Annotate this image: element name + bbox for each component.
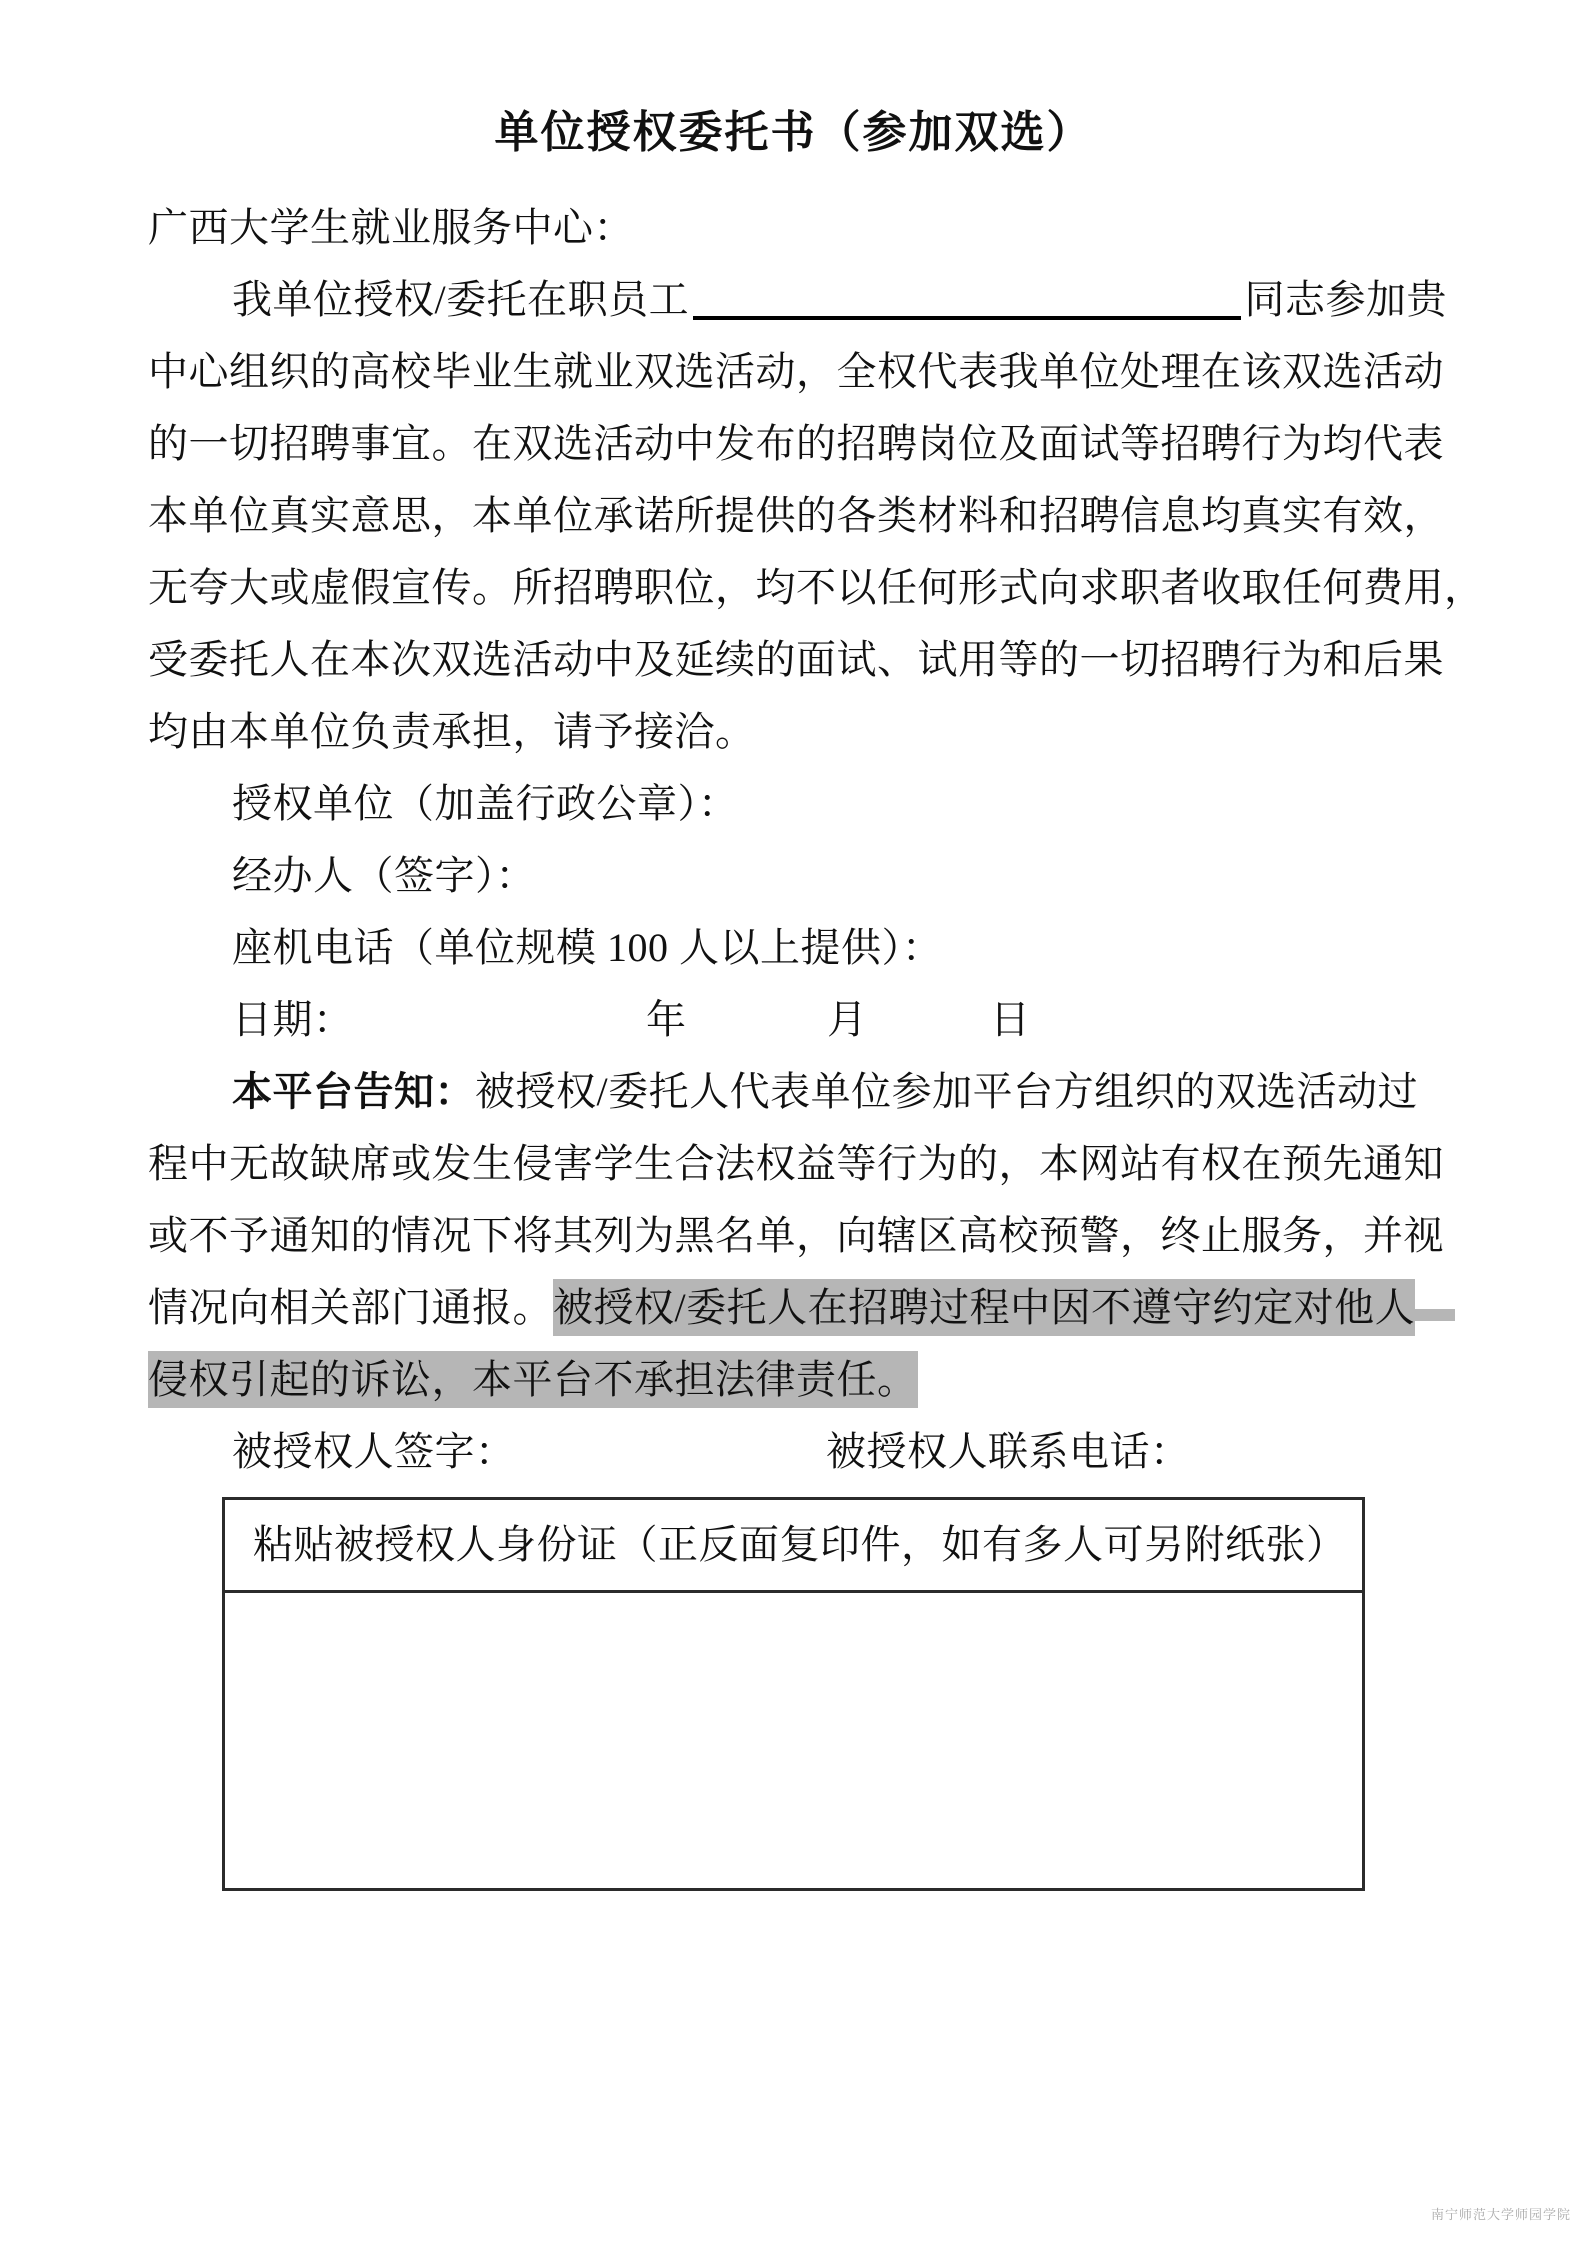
platform-notice-line	[148, 1056, 1447, 1128]
document-title: 单位授权委托书（参加双选）	[494, 108, 1093, 157]
platform-notice-lead: 本平台告知：	[232, 1069, 475, 1114]
platform-notice-rest: 被授权/委托人代表单位参加平台方组织的双选活动过	[475, 1069, 1419, 1114]
date-label: 日期：	[232, 997, 354, 1042]
landline-phone-line: 座机电话（单位规模 100 人以上提供）：	[232, 925, 943, 970]
body-line: 的一切招聘事宜。在双选活动中发布的招聘岗位及面试等招聘行为均代表	[148, 421, 1444, 466]
document-body	[148, 192, 1485, 1488]
notice-normal-text: 情况向相关部门通报。	[148, 1285, 553, 1330]
id-card-paste-box	[222, 1497, 1365, 1891]
salutation-line: 广西大学生就业服务中心：	[148, 205, 634, 250]
notice-line-highlight	[148, 1344, 1447, 1416]
authorize-employee-line	[148, 264, 1447, 336]
body-line: 均由本单位负责承担，请予接洽。	[148, 709, 756, 754]
authorize-employee-prefix: 我单位授权/委托在职员工	[232, 277, 690, 322]
highlight-filler	[1415, 1309, 1455, 1321]
id-card-paste-area	[225, 1593, 1362, 1891]
authorized-person-sign-line	[148, 1416, 1447, 1488]
authorized-person-phone-label: 被授权人联系电话：	[826, 1429, 1191, 1474]
id-card-paste-instruction: 粘贴被授权人身份证（正反面复印件，如有多人可另附纸张）	[225, 1500, 1362, 1593]
body-line: 中心组织的高校毕业生就业双选活动，全权代表我单位处理在该双选活动	[148, 349, 1444, 394]
authorize-employee-suffix: 同志参加贵	[1244, 277, 1447, 322]
body-line: 无夸大或虚假宣传。所招聘职位，均不以任何形式向求职者收取任何费用，	[148, 565, 1485, 610]
date-line	[148, 984, 1447, 1056]
body-line: 受委托人在本次双选活动中及延续的面试、试用等的一切招聘行为和后果	[148, 637, 1444, 682]
authorized-person-signature-label: 被授权人签字：	[232, 1429, 516, 1474]
date-month-label: 月	[827, 997, 868, 1042]
authorizing-unit-line: 授权单位（加盖行政公章）：	[232, 781, 739, 826]
notice-line: 或不予通知的情况下将其列为黑名单，向辖区高校预警，终止服务，并视	[148, 1213, 1444, 1258]
notice-line: 程中无故缺席或发生侵害学生合法权益等行为的，本网站有权在预先通知	[148, 1141, 1444, 1186]
employee-name-blank	[693, 264, 1240, 320]
notice-highlighted-text: 被授权/委托人在招聘过程中因不遵守约定对他人	[553, 1279, 1415, 1336]
date-year-label: 年	[646, 997, 687, 1042]
agent-signature-line: 经办人（签字）：	[232, 853, 536, 898]
body-line: 本单位真实意思，本单位承诺所提供的各类材料和招聘信息均真实有效，	[148, 493, 1444, 538]
date-day-label: 日	[990, 997, 1031, 1042]
footer-watermark: 南宁师范大学师园学院	[1430, 2207, 1571, 2222]
notice-highlighted-text: 侵权引起的诉讼，本平台不承担法律责任。	[148, 1351, 918, 1408]
notice-line-partial-highlight	[148, 1272, 1447, 1344]
